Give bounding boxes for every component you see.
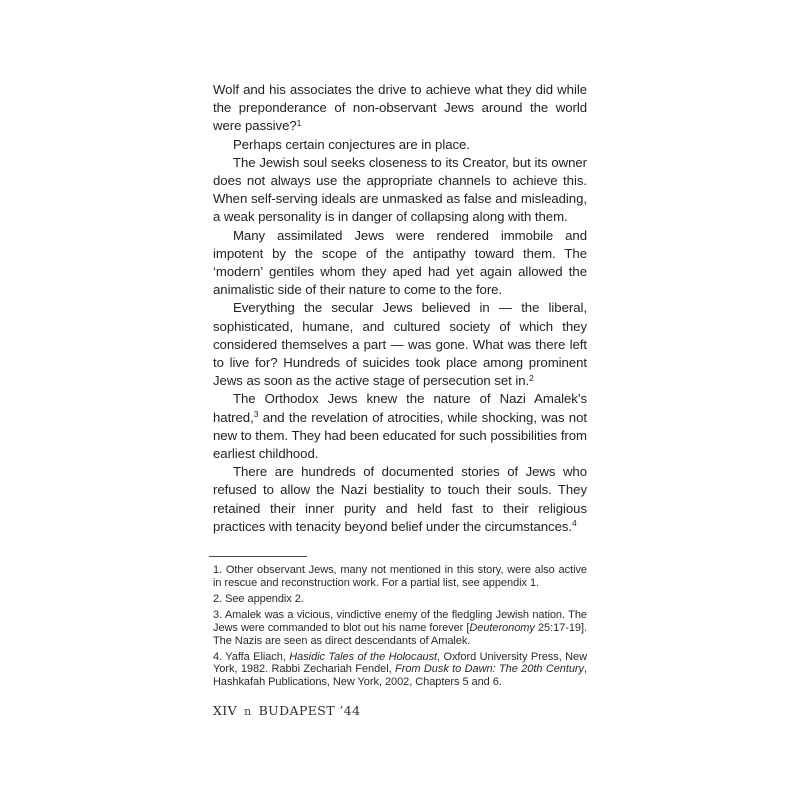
footnote [213, 593, 587, 606]
paragraph [213, 299, 587, 390]
footnotes [213, 564, 587, 692]
text-run: The Jewish soul seeks closeness to its Creator, but its owner does not always use the appropriate channels to achieve this. When self-serving ideals are unmasked as false and misleading, a weak personality is in danger of collapsing along with them. [213, 154, 587, 225]
text-run: There are hundreds of documented stories of Jews who refused to allow the Nazi bestiality to touch their souls. They retained their inner purity and held fast to their religious practices with tenacity beyond belief under the circumstances. [213, 464, 587, 534]
footer-bullet-glyph: n [244, 705, 252, 718]
text-run: 4. Yaffa Eliach, [213, 650, 290, 663]
text-run: 25:17-19]. The Nazis are seen as direct descendants of Amalek. [213, 621, 587, 647]
text-run: From Dusk to Dawn: The 20th Century [395, 663, 584, 676]
text-run: Deuteronomy [469, 621, 535, 634]
text-run: Wolf and his associates the drive to achieve what they did while the preponderance of non-observant Jews around the world were passive? [213, 82, 587, 134]
text-run: Many assimilated Jews were rendered immobile and impotent by the scope of the antipathy toward them. The ‘modern’ gentiles whom they aped had yet again allowed the animalistic side of their nature to come to the fore. [213, 227, 587, 298]
text-run: 3. Amalek was a vicious, vindictive enemy of the fledgling Jewish nation. The Jews were commanded to blot out his name forever [ [213, 609, 587, 634]
page-number: XIV [213, 703, 238, 718]
text-run: Everything the secular Jews believed in — the liberal, sophisticated, humane, and cultured society of which they considered themselves a part — was gone. What was there left to live for? Hundreds of suicides took place among prominent Jews as soon as the active stage of persecution set in. [213, 300, 587, 389]
footnote-ref: 2 [529, 372, 534, 383]
text-run: Perhaps certain conjectures are in place. [233, 136, 470, 152]
text-run: 2. See appendix 2. [213, 592, 304, 605]
text-run: , Oxford University Press, New York, 1982. Rabbi Zechariah Fendel, [213, 650, 587, 676]
footnote [213, 651, 587, 689]
footnote-ref: 1 [296, 117, 302, 128]
footnote [213, 564, 587, 589]
body-text [213, 81, 587, 555]
text-run: and the revelation of atrocities, while shocking, was not new to them. They had been educated for such possibilities from earliest childhood. [213, 409, 587, 462]
footnote-ref: 4 [572, 518, 577, 529]
text-run: Hasidic Tales of the Holocaust [289, 650, 438, 663]
footnote-ref: 3 [253, 408, 259, 419]
footnote-separator [209, 556, 307, 557]
paragraph [213, 227, 587, 300]
book-title: BUDAPEST ’44 [258, 703, 361, 718]
text-run: 1. Other observant Jews, many not mentioned in this story, were also active in rescue and reconstruction work. For a partial list, see appendix 1. [213, 564, 587, 589]
footnote [213, 609, 587, 647]
page-footer [213, 703, 360, 718]
paragraph [213, 154, 587, 227]
text-run: , Hashkafah Publications, New York, 2002, Chapters 5 and 6. [213, 663, 587, 689]
paragraph [213, 390, 587, 463]
text-run: The Orthodox Jews knew the nature of Nazi Amalek’s hatred, [213, 391, 587, 425]
paragraph [213, 81, 587, 136]
paragraph [213, 136, 587, 154]
paragraph [213, 463, 587, 536]
